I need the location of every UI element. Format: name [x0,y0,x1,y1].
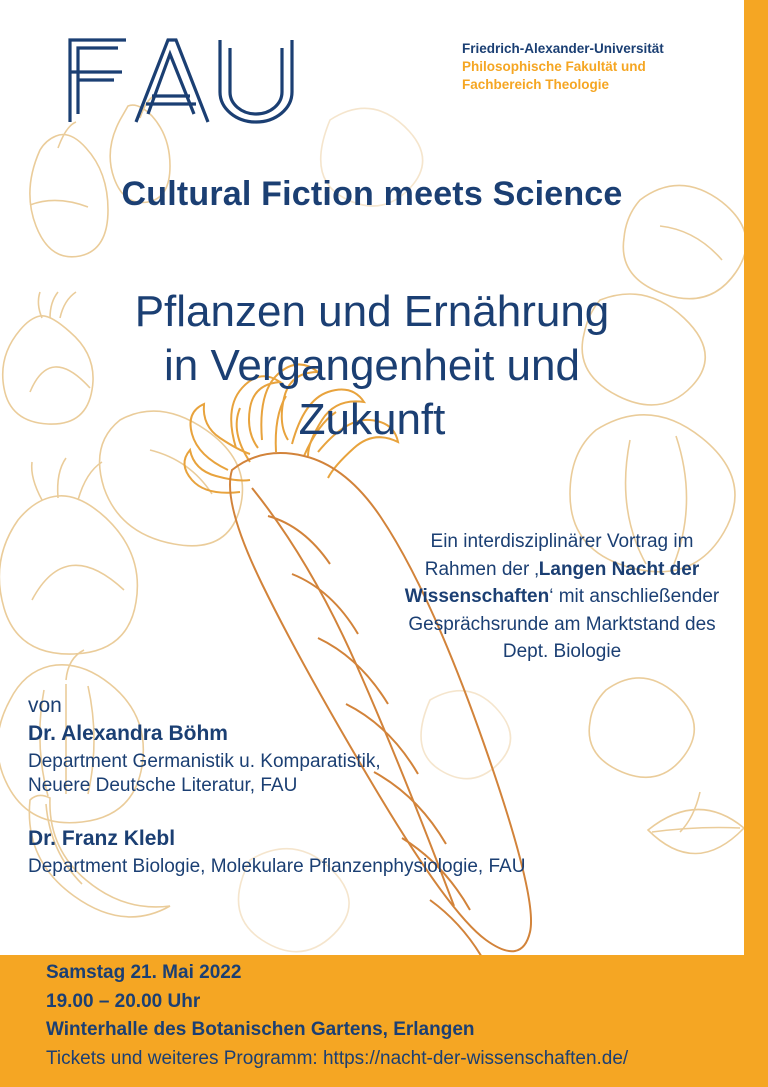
description-part-1: Ein interdisziplinärer Vortrag im Rahmen der ‚ [424,531,694,580]
university-name: Friedrich-Alexander-Universität [462,41,664,56]
event-time: 19.00 – 20.00 Uhr [46,990,201,1012]
event-details-footer [46,959,746,1073]
event-title-line-3: Zukunft [298,395,446,445]
event-title-line-1: Pflanzen und Ernährung [134,287,610,336]
speaker-entry [28,824,628,879]
description-highlight: Langen Nacht der Wissenschaften [404,558,700,608]
series-headline: Cultural Fiction meets Science [121,175,623,213]
tickets-link[interactable]: Tickets und weiteres Programm: https://nacht-der-wissenschaften.de/ [46,1047,629,1069]
speaker-affiliation-line-2: Neuere Deutsche Literatur, FAU [28,775,298,797]
speaker-name: Dr. Alexandra Böhm [28,722,228,746]
speaker-entry [28,719,628,798]
event-date: Samstag 21. Mai 2022 [46,962,242,983]
university-subtitle [462,40,722,93]
speakers-section [28,692,628,905]
speaker-affiliation-line-1: Department Germanistik u. Komparatistik, [28,750,381,772]
faculty-line-2: Fachbereich Theologie [462,76,610,92]
faculty-line-1: Philosophische Fakultät und [462,58,646,74]
speaker-name: Dr. Franz Klebl [28,827,176,851]
fau-logo [64,36,304,126]
event-venue: Winterhalle des Botanischen Gartens, Erlangen [46,1019,475,1040]
right-accent-band [744,0,768,1087]
event-description [400,528,724,666]
event-title [0,285,744,447]
event-title-line-2: in Vergangenheit und [164,341,580,391]
description-part-2: ‘ mit anschließender Gesprächsrunde am Marktstand des Dept. Biologie [408,586,720,663]
speaker-affiliation-line-1: Department Biologie, Molekulare Pflanzenphysiologie, FAU [28,855,526,877]
speakers-prefix: von [28,694,62,717]
